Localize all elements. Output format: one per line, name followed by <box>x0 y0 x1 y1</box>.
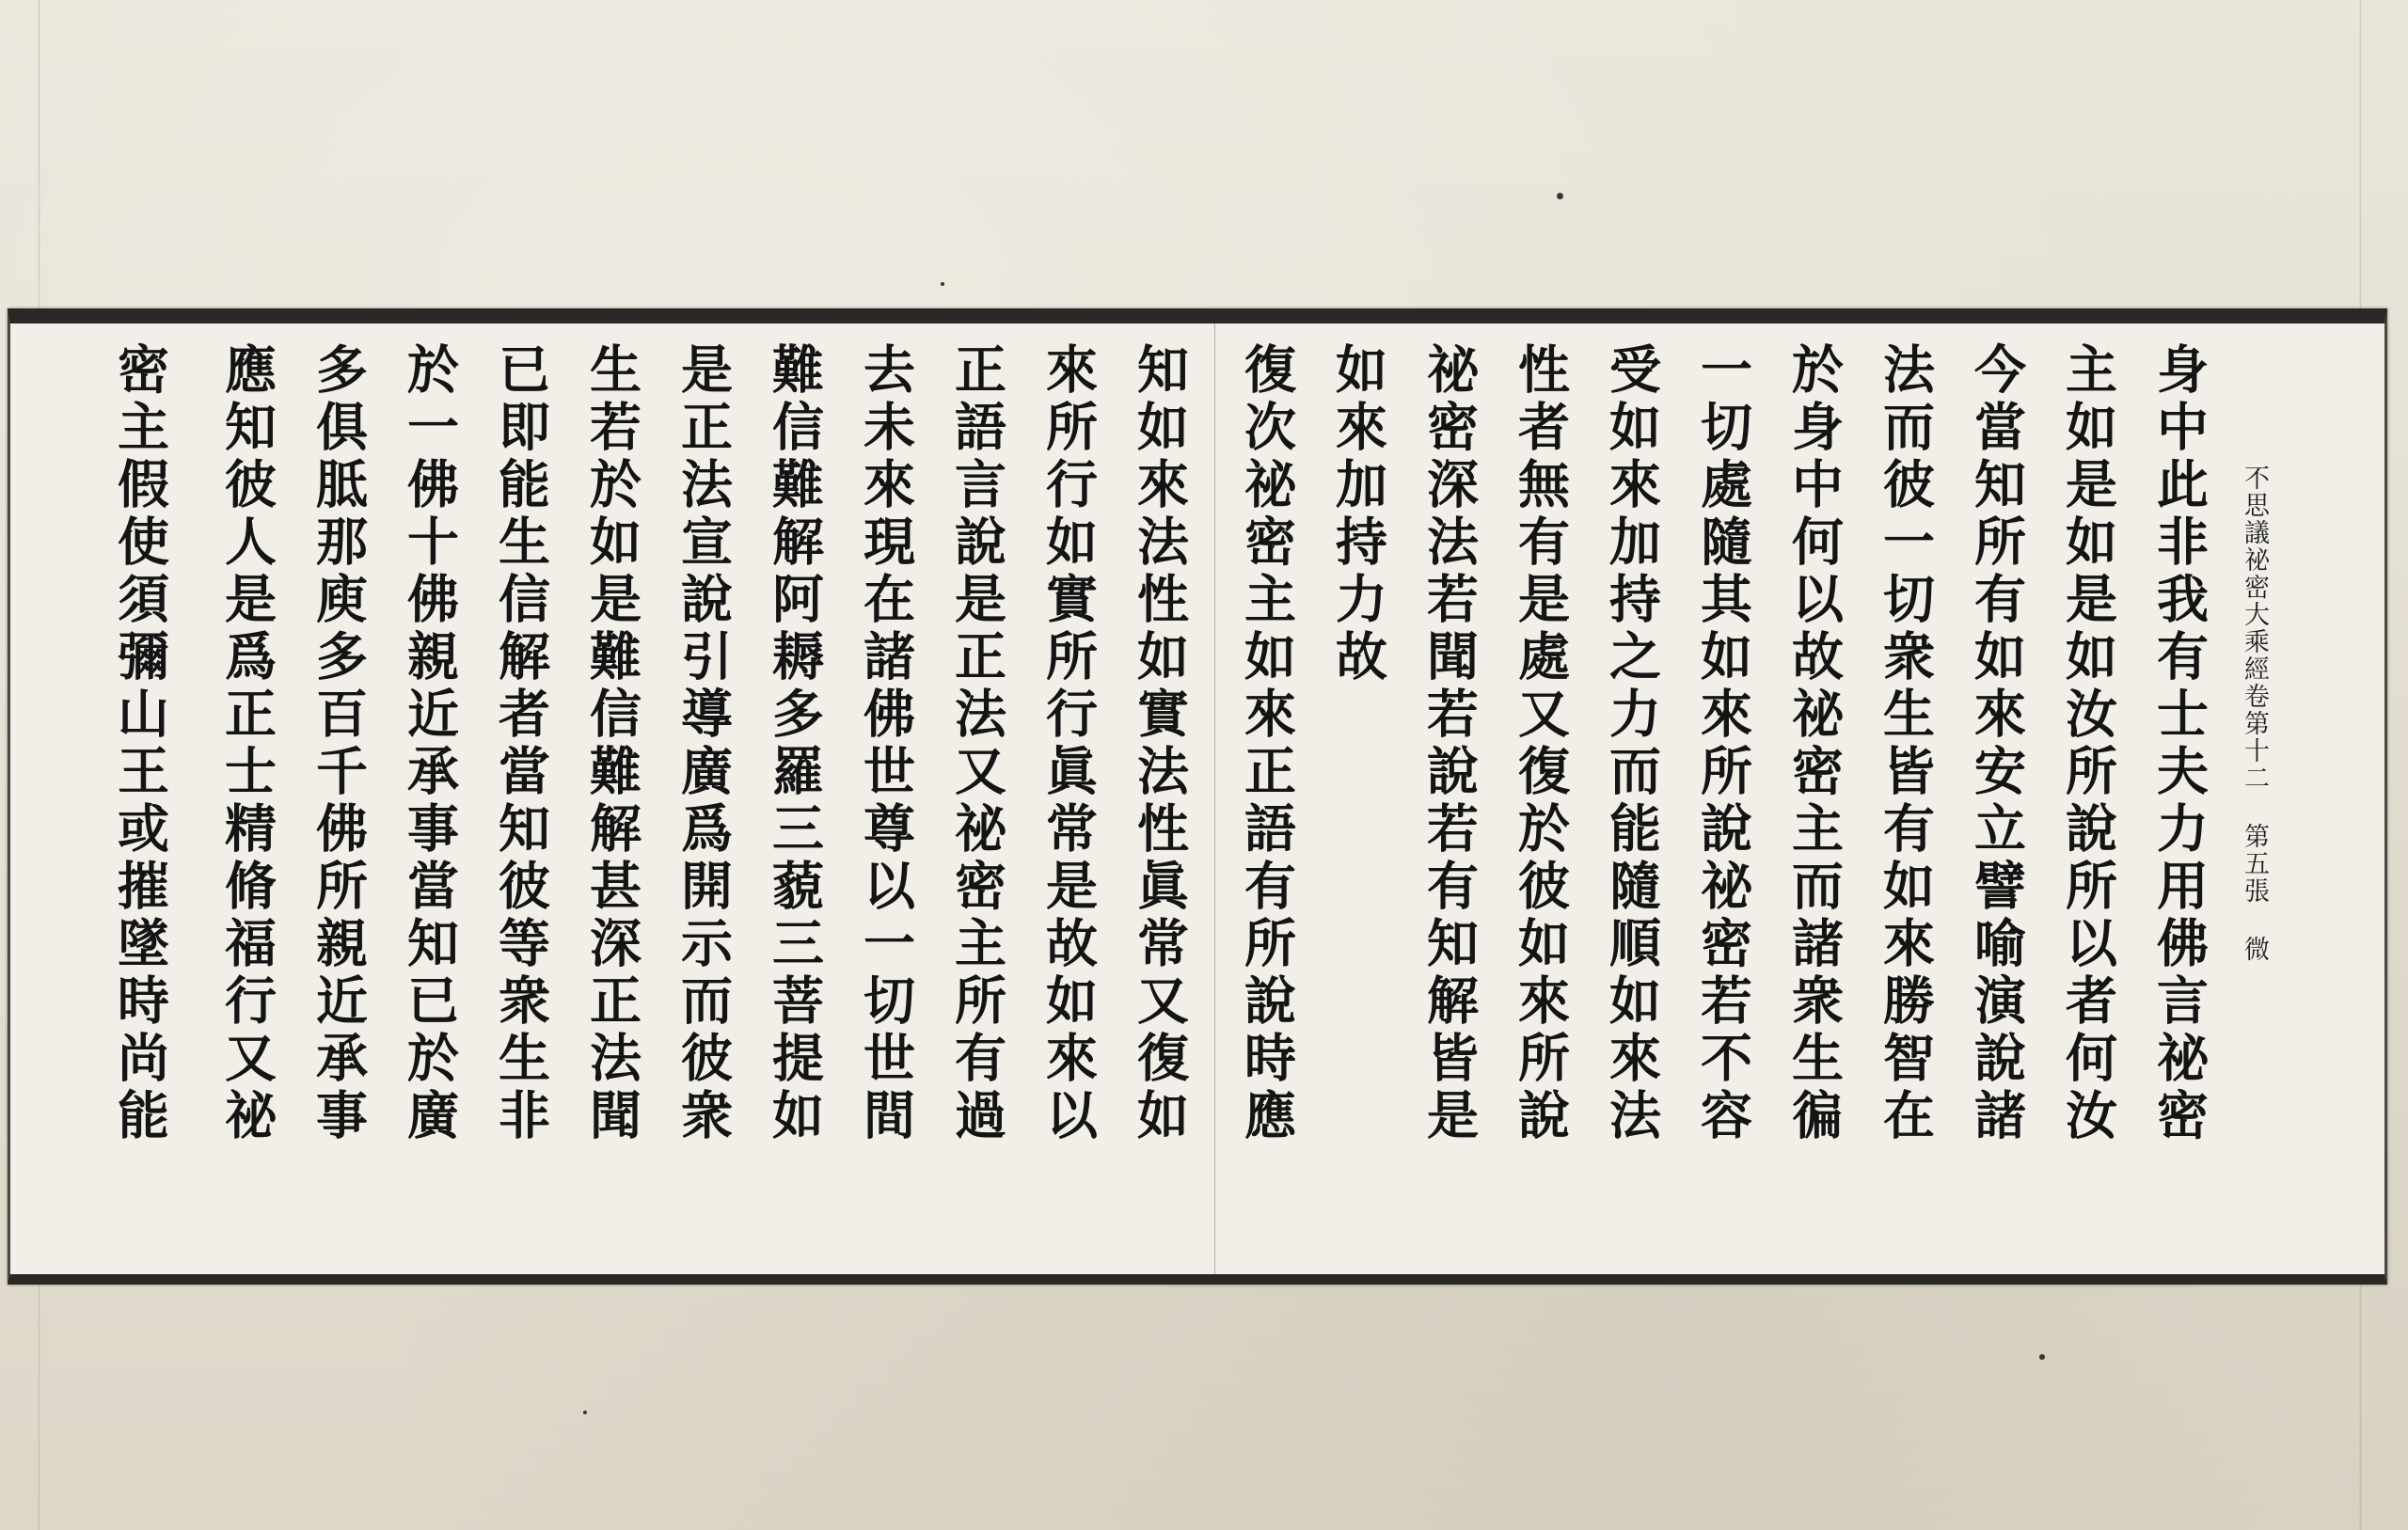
ink-speck <box>583 1411 587 1414</box>
text-column: 密主假使須彌山王或摧墜時尚能 <box>109 342 170 1145</box>
text-column: 知如來法性如實法性眞常又復如 <box>1129 342 1190 1145</box>
text-column: 一切處隨其如來所說祕密若不容 <box>1692 342 1753 1145</box>
text-column: 難信難解阿耨多羅三藐三菩提如 <box>764 342 825 1145</box>
text-column: 來所行如實所行眞常是故如來以 <box>1038 342 1099 1145</box>
text-column: 主如是如是如汝所說所以者何汝 <box>2057 342 2118 1145</box>
text-column: 祕密深法若聞若說若有知解皆是 <box>1418 342 1480 1145</box>
text-column: 正語言說是正法又祕密主所有過 <box>946 342 1007 1145</box>
text-column: 如來加持力故 <box>1327 342 1388 686</box>
ink-speck <box>2039 1354 2045 1360</box>
text-column: 是正法宣說引導廣爲開示而彼衆 <box>673 342 734 1145</box>
text-block <box>8 308 2387 1285</box>
ink-speck <box>941 282 944 286</box>
text-column: 身中此非我有士夫力用佛言祕密 <box>2148 342 2210 1145</box>
text-column: 生若於如是難信難解甚深正法聞 <box>581 342 642 1145</box>
text-column: 應知彼人是爲正士精脩福行又祕 <box>216 342 277 1145</box>
center-fold-line <box>1214 323 1215 1274</box>
text-column: 性者無有是處又復於彼如來所說 <box>1510 342 1571 1145</box>
margin-note: 不思議祕密大乘經卷第十二 第五張 微 <box>2240 465 2269 963</box>
ink-speck <box>1557 193 1563 199</box>
text-column: 復次祕密主如來正語有所說時應 <box>1236 342 1297 1145</box>
text-column: 已即能生信解者當知彼等衆生非 <box>490 342 551 1145</box>
text-column: 受如來加持之力而能隨順如來法 <box>1601 342 1662 1145</box>
text-column: 多俱胝那庾多百千佛所親近承事 <box>308 342 369 1145</box>
text-column: 於身中何以故祕密主而諸衆生徧 <box>1783 342 1845 1145</box>
text-column: 去未來現在諸佛世尊以一切世間 <box>855 342 916 1145</box>
text-column: 於一佛十佛親近承事當知已於廣 <box>399 342 460 1145</box>
text-column: 今當知所有如來安立譬喻演說諸 <box>1966 342 2027 1145</box>
text-column: 法而彼一切衆生皆有如來勝智在 <box>1875 342 1936 1145</box>
